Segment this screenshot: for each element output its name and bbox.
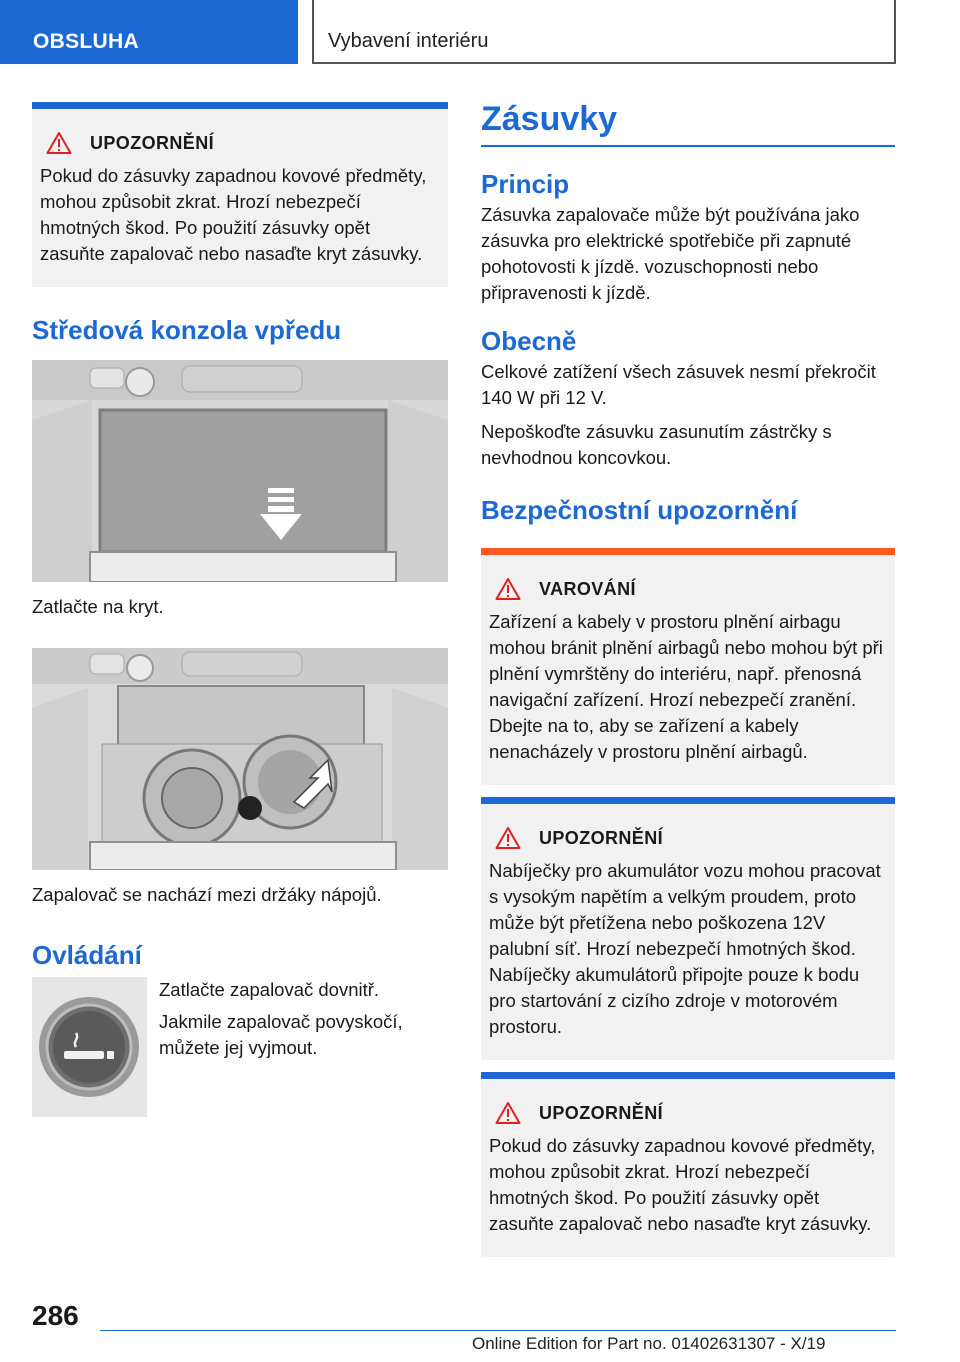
controls-step-2: Jakmile zapalovač povyskočí, můžete jej vyjmout. — [159, 1011, 403, 1058]
section-tab: OBSLUHA — [0, 0, 298, 64]
controls-row — [32, 977, 448, 1117]
warning-box-notice-chargers — [481, 797, 895, 1060]
heading-principle: Princip — [481, 169, 570, 199]
notice-chargers-title: UPOZORNĚNÍ — [539, 827, 664, 848]
section-heading-center-console: Středová konzola vpředu — [32, 315, 342, 345]
warning-triangle-icon — [495, 1101, 521, 1125]
page-number: 286 — [32, 1300, 79, 1331]
danger-header — [489, 577, 887, 601]
warning-triangle-icon — [495, 577, 521, 601]
notice-chargers-text: Nabíječky pro akumulátor vozu mohou pracovat s vysokým napětím a velkým proudem, proto může být přetížena nebo poškozena 12V palubní síť. Hrozí nebezpečí hmotných škod. Nabíječky akumulátorů připojte pouze k bodu pro startování z cizího zdroje v motorovém prostoru. — [489, 860, 881, 1037]
section-heading-controls: Ovládání — [32, 940, 142, 970]
warning-triangle-icon — [495, 826, 521, 850]
warning-box-danger — [481, 548, 895, 785]
warning-triangle-icon — [46, 131, 72, 155]
chapter-title: Zásuvky — [481, 100, 895, 147]
caption-cover: Zatlačte na kryt. — [32, 596, 164, 617]
notice-metal-title: UPOZORNĚNÍ — [539, 1102, 664, 1123]
warning-text: Pokud do zásuvky zapadnou kovové předměty, mohou způsobit zkrat. Hrozí nebezpečí hmotných škod. Po použití zásuvky opět zasuňte zapalovač nebo nasaďte kryt zásuvky. — [40, 165, 427, 264]
heading-safety: Bezpečnostní upozornění — [481, 495, 798, 525]
footer-edition: Online Edition for Part no. 01402631307 - X/19 — [472, 1334, 826, 1353]
general-text-2: Nepoškoďte zásuvku zasunutím zástrčky s nevhodnou koncovkou. — [481, 421, 832, 468]
danger-text: Zařízení a kabely v prostoru plnění airbagu mohou bránit plnění airbagů nebo mohou být při plnění vymrštěny do interiéru, např. přenosná navigační zařízení. Hrozí nebezpečí zranění. Dbejte na to, aby se zařízení a kabely nenacházely v prostoru plnění airbagů. — [489, 611, 883, 762]
warning-box-header — [40, 131, 440, 155]
photo-cup-holders — [32, 648, 448, 870]
principle-text: Zásuvka zapalovače může být používána jako zásuvka pro elektrické spotřebiče při zapnuté pohotovosti k jízdě. vozuschopnosti nebo připravenosti k jízdě. — [481, 204, 860, 303]
notice-metal-text: Pokud do zásuvky zapadnou kovové předměty, mohou způsobit zkrat. Hrozí nebezpečí hmotných škod. Po použití zásuvky opět zasuňte zapalovač nebo nasaďte kryt zásuvky. — [489, 1135, 876, 1234]
warning-box-notice-metal — [481, 1072, 895, 1257]
danger-title: VAROVÁNÍ — [539, 578, 636, 599]
heading-general: Obecně — [481, 326, 577, 356]
caption-cup-holders: Zapalovač se nachází mezi držáky nápojů. — [32, 884, 382, 905]
left-column — [32, 102, 448, 1117]
cigarette-lighter-image — [32, 977, 147, 1117]
photo-console-cover — [32, 360, 448, 582]
notice-metal-header — [489, 1101, 887, 1125]
right-column — [481, 100, 895, 1257]
chapter-tab: Vybavení interiéru — [312, 0, 896, 64]
warning-title: UPOZORNĚNÍ — [90, 132, 215, 153]
footer-divider — [100, 1330, 896, 1331]
controls-text — [159, 977, 448, 1117]
warning-box-notice — [32, 102, 448, 287]
general-text-1: Celkové zatížení všech zásuvek nesmí překročit 140 W při 12 V. — [481, 361, 876, 408]
controls-step-1: Zatlačte zapalovač dovnitř. — [159, 979, 380, 1000]
notice-chargers-header — [489, 826, 887, 850]
